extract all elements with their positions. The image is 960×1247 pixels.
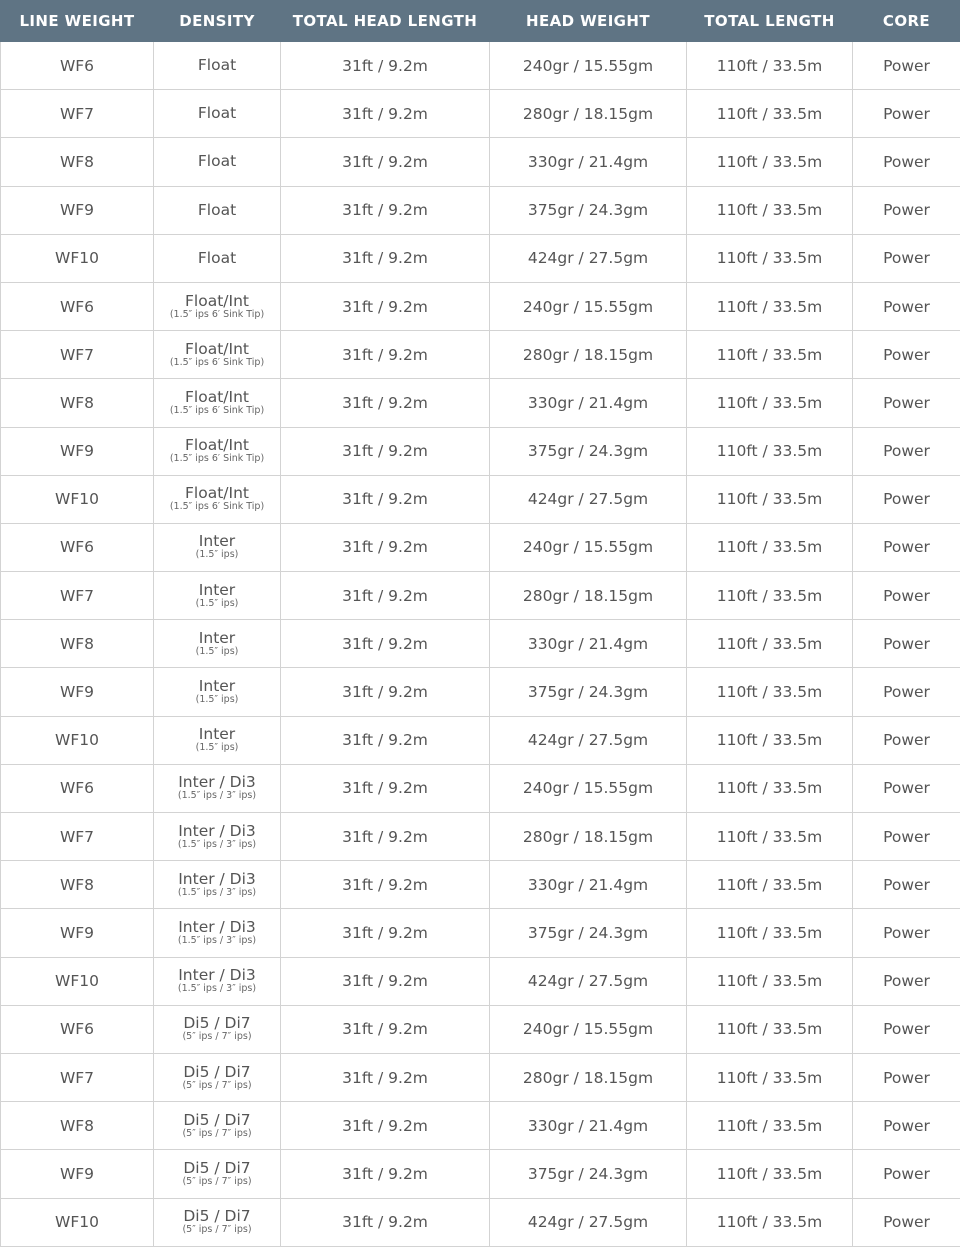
- line-weight-cell: WF8: [1, 1102, 154, 1150]
- total-length-cell: 110ft / 33.5m: [687, 186, 853, 234]
- header-total-head-length: TOTAL HEAD LENGTH: [281, 1, 490, 42]
- line-weight-cell: WF10: [1, 475, 154, 523]
- density-label: Di5 / Di7: [154, 1113, 280, 1128]
- density-label: Inter: [154, 727, 280, 742]
- line-weight-cell: WF9: [1, 909, 154, 957]
- core-cell: Power: [853, 282, 960, 330]
- core-cell: Power: [853, 90, 960, 138]
- total-length-cell: 110ft / 33.5m: [687, 1053, 853, 1101]
- line-weight-cell: WF9: [1, 427, 154, 475]
- head-weight-cell: 240gr / 15.55gm: [490, 764, 687, 812]
- head-length-cell: 31ft / 9.2m: [281, 1102, 490, 1150]
- density-label: Float/Int: [154, 438, 280, 453]
- density-cell: [154, 138, 281, 186]
- line-weight-cell: WF10: [1, 234, 154, 282]
- density-label: Di5 / Di7: [154, 1209, 280, 1224]
- core-cell: Power: [853, 427, 960, 475]
- density-cell: [154, 668, 281, 716]
- density-cell: [154, 90, 281, 138]
- density-cell: [154, 523, 281, 571]
- table-row: [1, 186, 960, 234]
- density-note: (1.5″ ips): [154, 742, 280, 753]
- density-cell: [154, 572, 281, 620]
- core-cell: Power: [853, 234, 960, 282]
- head-length-cell: 31ft / 9.2m: [281, 716, 490, 764]
- head-length-cell: 31ft / 9.2m: [281, 42, 490, 90]
- table-row: [1, 1150, 960, 1198]
- core-cell: Power: [853, 138, 960, 186]
- density-cell: [154, 620, 281, 668]
- total-length-cell: 110ft / 33.5m: [687, 331, 853, 379]
- head-weight-cell: 240gr / 15.55gm: [490, 523, 687, 571]
- table-row: [1, 1005, 960, 1053]
- line-weight-cell: WF9: [1, 1150, 154, 1198]
- table-row: [1, 42, 960, 90]
- head-weight-cell: 330gr / 21.4gm: [490, 379, 687, 427]
- table-row: [1, 957, 960, 1005]
- table-row: [1, 138, 960, 186]
- head-weight-cell: 424gr / 27.5gm: [490, 1198, 687, 1246]
- line-weight-cell: WF9: [1, 668, 154, 716]
- table-row: [1, 1053, 960, 1101]
- density-cell: [154, 1198, 281, 1246]
- head-weight-cell: 280gr / 18.15gm: [490, 331, 687, 379]
- density-cell: [154, 1053, 281, 1101]
- table-body: [1, 42, 960, 1247]
- core-cell: Power: [853, 764, 960, 812]
- density-cell: [154, 379, 281, 427]
- table-row: [1, 1102, 960, 1150]
- density-label: Float: [154, 203, 280, 218]
- total-length-cell: 110ft / 33.5m: [687, 572, 853, 620]
- density-cell: [154, 234, 281, 282]
- head-weight-cell: 280gr / 18.15gm: [490, 813, 687, 861]
- core-cell: Power: [853, 1150, 960, 1198]
- head-length-cell: 31ft / 9.2m: [281, 427, 490, 475]
- table-row: [1, 331, 960, 379]
- core-cell: Power: [853, 1005, 960, 1053]
- core-cell: Power: [853, 331, 960, 379]
- line-weight-cell: WF7: [1, 331, 154, 379]
- density-label: Float/Int: [154, 390, 280, 405]
- density-cell: [154, 475, 281, 523]
- head-weight-cell: 330gr / 21.4gm: [490, 1102, 687, 1150]
- line-weight-cell: WF6: [1, 764, 154, 812]
- density-note: (1.5″ ips): [154, 549, 280, 560]
- density-note: (1.5″ ips): [154, 598, 280, 609]
- head-length-cell: 31ft / 9.2m: [281, 186, 490, 234]
- density-note: (1.5″ ips 6′ Sink Tip): [154, 309, 280, 320]
- head-weight-cell: 424gr / 27.5gm: [490, 957, 687, 1005]
- total-length-cell: 110ft / 33.5m: [687, 1150, 853, 1198]
- total-length-cell: 110ft / 33.5m: [687, 716, 853, 764]
- density-cell: [154, 42, 281, 90]
- head-weight-cell: 375gr / 24.3gm: [490, 909, 687, 957]
- line-weight-cell: WF8: [1, 379, 154, 427]
- density-label: Inter / Di3: [154, 872, 280, 887]
- total-length-cell: 110ft / 33.5m: [687, 42, 853, 90]
- head-weight-cell: 330gr / 21.4gm: [490, 620, 687, 668]
- head-length-cell: 31ft / 9.2m: [281, 138, 490, 186]
- total-length-cell: 110ft / 33.5m: [687, 282, 853, 330]
- total-length-cell: 110ft / 33.5m: [687, 523, 853, 571]
- head-length-cell: 31ft / 9.2m: [281, 909, 490, 957]
- head-length-cell: 31ft / 9.2m: [281, 234, 490, 282]
- table-row: [1, 427, 960, 475]
- table-row: [1, 909, 960, 957]
- head-length-cell: 31ft / 9.2m: [281, 331, 490, 379]
- density-cell: [154, 861, 281, 909]
- density-label: Di5 / Di7: [154, 1161, 280, 1176]
- table-row: [1, 668, 960, 716]
- density-cell: [154, 909, 281, 957]
- density-note: (5″ ips / 7″ ips): [154, 1224, 280, 1235]
- head-weight-cell: 280gr / 18.15gm: [490, 1053, 687, 1101]
- density-note: (1.5″ ips 6′ Sink Tip): [154, 357, 280, 368]
- density-note: (5″ ips / 7″ ips): [154, 1080, 280, 1091]
- core-cell: Power: [853, 379, 960, 427]
- core-cell: Power: [853, 1198, 960, 1246]
- head-length-cell: 31ft / 9.2m: [281, 90, 490, 138]
- density-label: Inter: [154, 679, 280, 694]
- total-length-cell: 110ft / 33.5m: [687, 957, 853, 1005]
- header-total-length: TOTAL LENGTH: [687, 1, 853, 42]
- total-length-cell: 110ft / 33.5m: [687, 475, 853, 523]
- density-note: (1.5″ ips / 3″ ips): [154, 887, 280, 898]
- core-cell: Power: [853, 957, 960, 1005]
- line-weight-cell: WF7: [1, 90, 154, 138]
- head-weight-cell: 375gr / 24.3gm: [490, 668, 687, 716]
- density-note: (1.5″ ips / 3″ ips): [154, 983, 280, 994]
- table-row: [1, 764, 960, 812]
- density-cell: [154, 1005, 281, 1053]
- density-label: Float/Int: [154, 486, 280, 501]
- total-length-cell: 110ft / 33.5m: [687, 1198, 853, 1246]
- core-cell: Power: [853, 1102, 960, 1150]
- density-label: Float/Int: [154, 342, 280, 357]
- total-length-cell: 110ft / 33.5m: [687, 764, 853, 812]
- total-length-cell: 110ft / 33.5m: [687, 909, 853, 957]
- head-weight-cell: 375gr / 24.3gm: [490, 186, 687, 234]
- head-length-cell: 31ft / 9.2m: [281, 1198, 490, 1246]
- head-length-cell: 31ft / 9.2m: [281, 572, 490, 620]
- total-length-cell: 110ft / 33.5m: [687, 234, 853, 282]
- density-label: Inter / Di3: [154, 824, 280, 839]
- density-cell: [154, 1102, 281, 1150]
- table-row: [1, 813, 960, 861]
- head-length-cell: 31ft / 9.2m: [281, 764, 490, 812]
- density-cell: [154, 1150, 281, 1198]
- table-row: [1, 1198, 960, 1246]
- core-cell: Power: [853, 475, 960, 523]
- line-weight-cell: WF10: [1, 957, 154, 1005]
- line-weight-cell: WF9: [1, 186, 154, 234]
- density-label: Inter / Di3: [154, 920, 280, 935]
- core-cell: Power: [853, 668, 960, 716]
- head-length-cell: 31ft / 9.2m: [281, 813, 490, 861]
- density-note: (1.5″ ips / 3″ ips): [154, 839, 280, 850]
- core-cell: Power: [853, 716, 960, 764]
- density-cell: [154, 331, 281, 379]
- table-header: [1, 1, 960, 42]
- table-row: [1, 620, 960, 668]
- density-label: Inter: [154, 534, 280, 549]
- table-row: [1, 90, 960, 138]
- density-cell: [154, 764, 281, 812]
- table-row: [1, 523, 960, 571]
- head-length-cell: 31ft / 9.2m: [281, 523, 490, 571]
- head-weight-cell: 280gr / 18.15gm: [490, 572, 687, 620]
- line-weight-cell: WF10: [1, 716, 154, 764]
- density-note: (1.5″ ips): [154, 646, 280, 657]
- density-label: Float: [154, 251, 280, 266]
- head-weight-cell: 424gr / 27.5gm: [490, 234, 687, 282]
- core-cell: Power: [853, 620, 960, 668]
- line-weight-cell: WF6: [1, 282, 154, 330]
- core-cell: Power: [853, 186, 960, 234]
- density-note: (1.5″ ips 6′ Sink Tip): [154, 501, 280, 512]
- head-length-cell: 31ft / 9.2m: [281, 668, 490, 716]
- density-cell: [154, 716, 281, 764]
- density-cell: [154, 427, 281, 475]
- head-weight-cell: 375gr / 24.3gm: [490, 1150, 687, 1198]
- density-label: Inter: [154, 631, 280, 646]
- total-length-cell: 110ft / 33.5m: [687, 1102, 853, 1150]
- core-cell: Power: [853, 909, 960, 957]
- head-weight-cell: 375gr / 24.3gm: [490, 427, 687, 475]
- table-row: [1, 716, 960, 764]
- core-cell: Power: [853, 813, 960, 861]
- head-length-cell: 31ft / 9.2m: [281, 475, 490, 523]
- head-length-cell: 31ft / 9.2m: [281, 861, 490, 909]
- line-weight-cell: WF8: [1, 861, 154, 909]
- head-length-cell: 31ft / 9.2m: [281, 1053, 490, 1101]
- total-length-cell: 110ft / 33.5m: [687, 379, 853, 427]
- density-note: (5″ ips / 7″ ips): [154, 1031, 280, 1042]
- density-label: Float: [154, 154, 280, 169]
- header-line-weight: LINE WEIGHT: [1, 1, 154, 42]
- density-label: Inter: [154, 583, 280, 598]
- density-cell: [154, 813, 281, 861]
- line-weight-cell: WF7: [1, 572, 154, 620]
- head-length-cell: 31ft / 9.2m: [281, 379, 490, 427]
- density-label: Di5 / Di7: [154, 1065, 280, 1080]
- head-weight-cell: 240gr / 15.55gm: [490, 1005, 687, 1053]
- density-note: (1.5″ ips 6′ Sink Tip): [154, 453, 280, 464]
- core-cell: Power: [853, 861, 960, 909]
- density-note: (5″ ips / 7″ ips): [154, 1176, 280, 1187]
- line-weight-cell: WF6: [1, 42, 154, 90]
- head-length-cell: 31ft / 9.2m: [281, 1005, 490, 1053]
- density-cell: [154, 957, 281, 1005]
- table-row: [1, 861, 960, 909]
- table-row: [1, 234, 960, 282]
- total-length-cell: 110ft / 33.5m: [687, 861, 853, 909]
- table-row: [1, 379, 960, 427]
- line-weight-cell: WF8: [1, 138, 154, 186]
- head-weight-cell: 240gr / 15.55gm: [490, 42, 687, 90]
- core-cell: Power: [853, 1053, 960, 1101]
- header-core: CORE: [853, 1, 960, 42]
- head-length-cell: 31ft / 9.2m: [281, 620, 490, 668]
- density-note: (1.5″ ips / 3″ ips): [154, 790, 280, 801]
- density-cell: [154, 186, 281, 234]
- header-head-weight: HEAD WEIGHT: [490, 1, 687, 42]
- density-cell: [154, 282, 281, 330]
- line-weight-cell: WF7: [1, 813, 154, 861]
- core-cell: Power: [853, 42, 960, 90]
- head-length-cell: 31ft / 9.2m: [281, 957, 490, 1005]
- table-row: [1, 572, 960, 620]
- total-length-cell: 110ft / 33.5m: [687, 1005, 853, 1053]
- head-weight-cell: 280gr / 18.15gm: [490, 90, 687, 138]
- density-label: Float: [154, 106, 280, 121]
- total-length-cell: 110ft / 33.5m: [687, 427, 853, 475]
- density-label: Inter / Di3: [154, 968, 280, 983]
- line-weight-cell: WF6: [1, 1005, 154, 1053]
- density-label: Di5 / Di7: [154, 1016, 280, 1031]
- line-weight-cell: WF10: [1, 1198, 154, 1246]
- header-density: DENSITY: [154, 1, 281, 42]
- total-length-cell: 110ft / 33.5m: [687, 138, 853, 186]
- line-weight-cell: WF7: [1, 1053, 154, 1101]
- density-note: (1.5″ ips): [154, 694, 280, 705]
- density-label: Inter / Di3: [154, 775, 280, 790]
- head-weight-cell: 424gr / 27.5gm: [490, 716, 687, 764]
- density-note: (5″ ips / 7″ ips): [154, 1128, 280, 1139]
- total-length-cell: 110ft / 33.5m: [687, 620, 853, 668]
- core-cell: Power: [853, 572, 960, 620]
- head-length-cell: 31ft / 9.2m: [281, 1150, 490, 1198]
- head-weight-cell: 424gr / 27.5gm: [490, 475, 687, 523]
- density-note: (1.5″ ips / 3″ ips): [154, 935, 280, 946]
- table-row: [1, 475, 960, 523]
- head-weight-cell: 330gr / 21.4gm: [490, 861, 687, 909]
- line-weight-cell: WF8: [1, 620, 154, 668]
- core-cell: Power: [853, 523, 960, 571]
- head-weight-cell: 330gr / 21.4gm: [490, 138, 687, 186]
- total-length-cell: 110ft / 33.5m: [687, 668, 853, 716]
- header-row: [1, 1, 960, 42]
- table-row: [1, 282, 960, 330]
- total-length-cell: 110ft / 33.5m: [687, 90, 853, 138]
- density-note: (1.5″ ips 6′ Sink Tip): [154, 405, 280, 416]
- total-length-cell: 110ft / 33.5m: [687, 813, 853, 861]
- head-length-cell: 31ft / 9.2m: [281, 282, 490, 330]
- line-weight-cell: WF6: [1, 523, 154, 571]
- density-label: Float/Int: [154, 294, 280, 309]
- head-weight-cell: 240gr / 15.55gm: [490, 282, 687, 330]
- density-label: Float: [154, 58, 280, 73]
